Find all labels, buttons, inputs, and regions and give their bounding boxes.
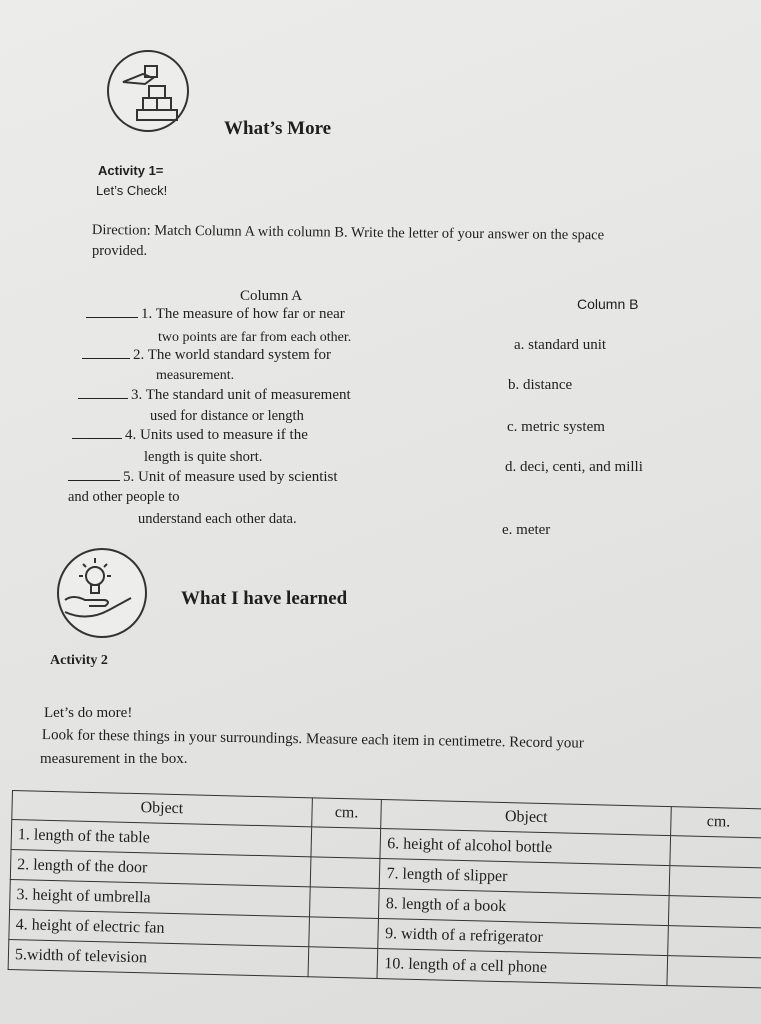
- instructions-line-2: measurement in the box.: [40, 751, 188, 767]
- column-a-text: two points are far from each other.: [158, 330, 352, 345]
- instructions-line-1: Look for these things in your surroundings. Measure each item in centimetre. Record your: [41, 727, 584, 752]
- stacking-blocks-icon: [107, 50, 189, 132]
- object-cell: 7. length of slipper: [380, 859, 670, 896]
- column-b-header: Column B: [577, 296, 639, 312]
- section-title-what-i-have-learned: What I have learned: [181, 588, 348, 609]
- answer-blank-3[interactable]: [78, 397, 128, 399]
- column-a-text: length is quite short.: [144, 449, 263, 465]
- measurement-table: [8, 790, 761, 988]
- column-b-item-d: d. deci, centi, and milli: [505, 459, 643, 475]
- cm-cell[interactable]: [668, 896, 761, 928]
- object-cell: 5.width of television: [8, 939, 308, 976]
- cm-cell[interactable]: [667, 956, 761, 988]
- lightbulb-hand-icon: [57, 548, 147, 638]
- object-cell: 9. width of a refrigerator: [378, 919, 668, 956]
- object-cell: 6. height of alcohol bottle: [380, 829, 670, 866]
- answer-blank-2[interactable]: [82, 357, 130, 359]
- column-a-item-5: 5. Unit of measure used by scientist: [68, 469, 338, 486]
- cm-cell[interactable]: [668, 926, 761, 958]
- column-a-text: and other people to: [68, 489, 180, 505]
- object-cell: 1. length of the table: [11, 820, 311, 857]
- object-cell: 2. length of the door: [10, 849, 310, 886]
- column-b-item-c: c. metric system: [507, 419, 605, 435]
- header-cm: cm.: [311, 798, 382, 829]
- answer-blank-4[interactable]: [72, 437, 122, 439]
- cm-cell[interactable]: [308, 917, 379, 949]
- column-a-header: Column A: [240, 288, 303, 304]
- object-cell: 10. length of a cell phone: [377, 948, 667, 985]
- direction-line-2: provided.: [92, 243, 148, 259]
- column-a-text: used for distance or length: [150, 408, 304, 424]
- section-title-whats-more: What’s More: [224, 118, 332, 139]
- header-object: Object: [381, 800, 671, 836]
- column-a-text: measurement.: [156, 368, 235, 383]
- object-cell: 8. length of a book: [379, 889, 669, 926]
- cm-cell[interactable]: [311, 827, 382, 859]
- column-b-item-e: e. meter: [502, 522, 551, 538]
- column-b-item-b: b. distance: [508, 377, 573, 393]
- column-a-item-4: 4. Units used to measure if the: [72, 427, 308, 444]
- activity1-label: Activity 1=: [98, 163, 164, 178]
- column-a-item-1: 1. The measure of how far or near: [86, 306, 345, 323]
- activity2-label: Activity 2: [50, 653, 108, 668]
- cm-cell[interactable]: [308, 947, 379, 979]
- cm-cell[interactable]: [669, 866, 761, 898]
- activity2-subtitle: Let’s do more!: [44, 705, 133, 721]
- header-object: Object: [12, 791, 312, 827]
- cm-cell[interactable]: [670, 836, 761, 868]
- direction-line-1: Direction: Match Column A with column B. Write the letter of your answer on the space: [91, 222, 605, 244]
- column-a-text: understand each other data.: [138, 511, 297, 527]
- cm-cell[interactable]: [309, 887, 380, 919]
- column-a-item-2: 2. The world standard system for: [82, 347, 331, 364]
- activity1-subtitle: Let’s Check!: [96, 183, 168, 198]
- header-cm: cm.: [671, 807, 761, 838]
- cm-cell[interactable]: [310, 857, 381, 889]
- object-cell: 4. height of electric fan: [9, 909, 309, 946]
- column-b-item-a: a. standard unit: [514, 337, 607, 353]
- answer-blank-5[interactable]: [68, 479, 120, 481]
- column-a-item-3: 3. The standard unit of measurement: [78, 387, 351, 404]
- answer-blank-1[interactable]: [86, 316, 138, 318]
- object-cell: 3. height of umbrella: [10, 879, 310, 916]
